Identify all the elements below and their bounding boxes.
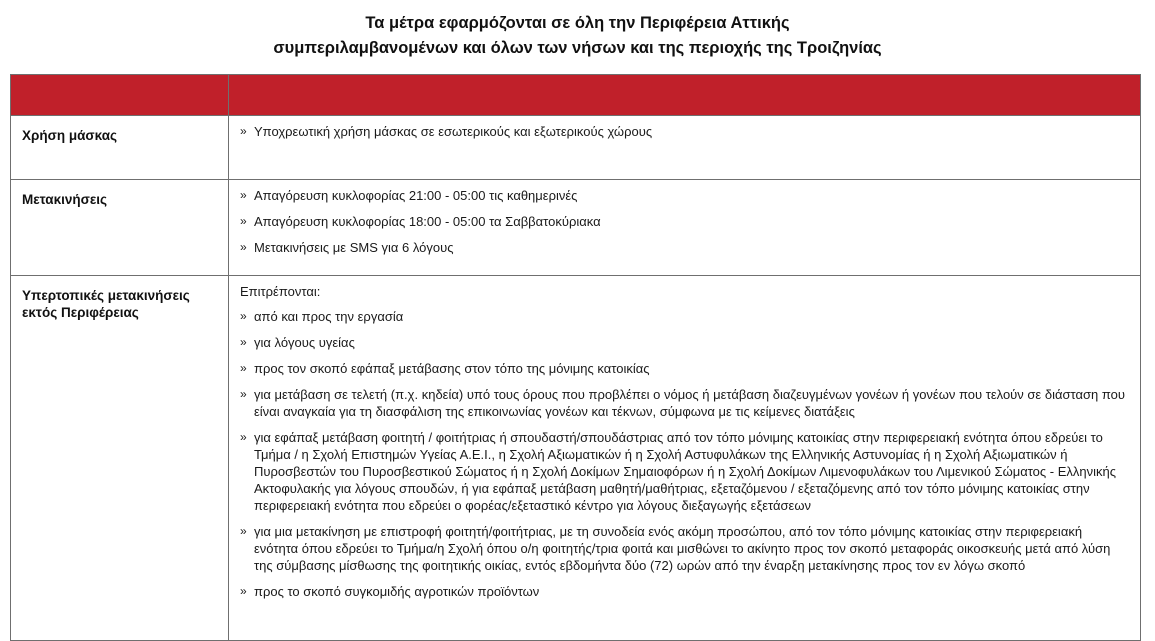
list-item (240, 187, 1128, 204)
row-label-mask: Χρήση μάσκας (11, 116, 229, 180)
bullet-marker: » (240, 188, 247, 202)
table-row-interregional (11, 276, 1141, 641)
row-content-interregional (229, 276, 1141, 641)
list-item (240, 386, 1128, 420)
list-item (240, 523, 1128, 574)
table-header-band-left (11, 75, 229, 116)
bullet-marker: » (240, 309, 247, 323)
list-item-text: Υποχρεωτική χρήση μάσκας σε εσωτερικούς και εξωτερικούς χώρους (254, 124, 653, 139)
bullet-marker: » (240, 387, 247, 401)
row-label-line-2: εκτός Περιφέρειας (22, 305, 139, 320)
list-item-text: Μετακινήσεις με SMS για 6 λόγους (254, 240, 454, 255)
list-item (240, 123, 1128, 140)
list-item-text: για μετάβαση σε τελετή (π.χ. κηδεία) υπό τους όρους που προβλέπει ο νόμος ή μετάβαση διαζευγμένων γονέων ή γονέων που τελούν σε διάσταση που είναι αναγκαία για τη διασφάλιση της επικοινωνίας γονέων και τέκνων, σύμφωνα με τις κείμενες διατάξεις (254, 387, 1125, 419)
list-item-text: Απαγόρευση κυκλοφορίας 18:00 - 05:00 τα Σαββατοκύριακα (254, 214, 601, 229)
bullet-marker: » (240, 124, 247, 138)
row-label-line-1: Υπερτοπικές μετακινήσεις (22, 288, 190, 303)
bullet-marker: » (240, 524, 247, 538)
table-row-mask (11, 116, 1141, 180)
list-item (240, 334, 1128, 351)
list-item (240, 308, 1128, 325)
page-title (0, 11, 1155, 61)
bullet-marker: » (240, 430, 247, 444)
row-content-movements (229, 180, 1141, 276)
bullet-marker: » (240, 214, 247, 228)
measures-table (10, 74, 1141, 641)
list-item-text: προς το σκοπό συγκομιδής αγροτικών προϊόντων (254, 584, 540, 599)
list-item (240, 429, 1128, 514)
table-header-band (11, 75, 1141, 116)
page-title-line-1: Τα μέτρα εφαρμόζονται σε όλη την Περιφέρεια Αττικής (365, 14, 790, 32)
bullet-marker: » (240, 361, 247, 375)
list-item (240, 360, 1128, 377)
bullet-marker: » (240, 240, 247, 254)
list-item-text: για εφάπαξ μετάβαση φοιτητή / φοιτήτριας ή σπουδαστή/σπουδάστριας από τον τόπο μόνιμης κατοικίας στην περιφερειακή ενότητα όπου εδρεύει το Τμήμα / η Σχολή Επιστημών Υγείας Α.Ε.Ι., η Σχολή Αξιωματικών ή η Σχολή Αστυφυλάκων της Ελληνικής Αστυνομίας ή η Σχολή Αξιωματικών ή Πυροσβεστών του Πυροσβεστικού Σώματος ή η Σχολή Δοκίμων Σημαιοφόρων ή η Σχολή Δοκίμων Λιμενοφυλάκων του Λιμενικού Σώματος - Ελληνικής Ακτοφυλακής για λόγους σπουδών, ή για εφάπαξ μετάβαση μαθητή/μαθήτριας, εξεταζόμενου / εξεταζόμενης από τον τόπο μόνιμης κατοικίας στην περιφερειακή ενότητα που εδρεύει ο φορέας/εξεταστικό κέντρο για λόγους διεξαγωγής εξετάσεων (254, 430, 1117, 513)
allowed-intro: Επιτρέπονται: (240, 284, 321, 299)
page-title-line-2: συμπεριλαμβανομένων και όλων των νήσων και της περιοχής της Τροιζηνίας (273, 39, 882, 57)
table-row-movements (11, 180, 1141, 276)
list-item (240, 239, 1128, 256)
row-content-mask (229, 116, 1141, 180)
list-item-text: Απαγόρευση κυκλοφορίας 21:00 - 05:00 τις καθημερινές (254, 188, 578, 203)
list-item (240, 583, 1128, 600)
bullet-marker: » (240, 584, 247, 598)
row-label-movements: Μετακινήσεις (11, 180, 229, 276)
list-item-text: από και προς την εργασία (254, 309, 404, 324)
list-item (240, 213, 1128, 230)
bullet-marker: » (240, 335, 247, 349)
row-label-interregional (11, 276, 229, 641)
list-item-text: για μια μετακίνηση με επιστροφή φοιτητή/φοιτήτριας, με τη συνοδεία ενός ακόμη προσώπου, από τον τόπο μόνιμης κατοικίας στην περιφερειακή ενότητα όπου εδρεύει το Τμήμα/η Σχολή όπου ο/η φοιτητής/τρια φοιτά και μισθώνει το ακίνητο προς τον σκοπό μεταφοράς οικοσκευής μετά από λύση της σύμβασης μίσθωσης της φοιτητικής οικίας, εντός εβδομήντα δύο (72) ωρών από την έναρξη μετακίνησης προς τον εν λόγω σκοπό (254, 524, 1111, 573)
list-item-text: για λόγους υγείας (254, 335, 355, 350)
list-item-text: προς τον σκοπό εφάπαξ μετάβασης στον τόπο της μόνιμης κατοικίας (254, 361, 650, 376)
table-header-band-right (229, 75, 1141, 116)
